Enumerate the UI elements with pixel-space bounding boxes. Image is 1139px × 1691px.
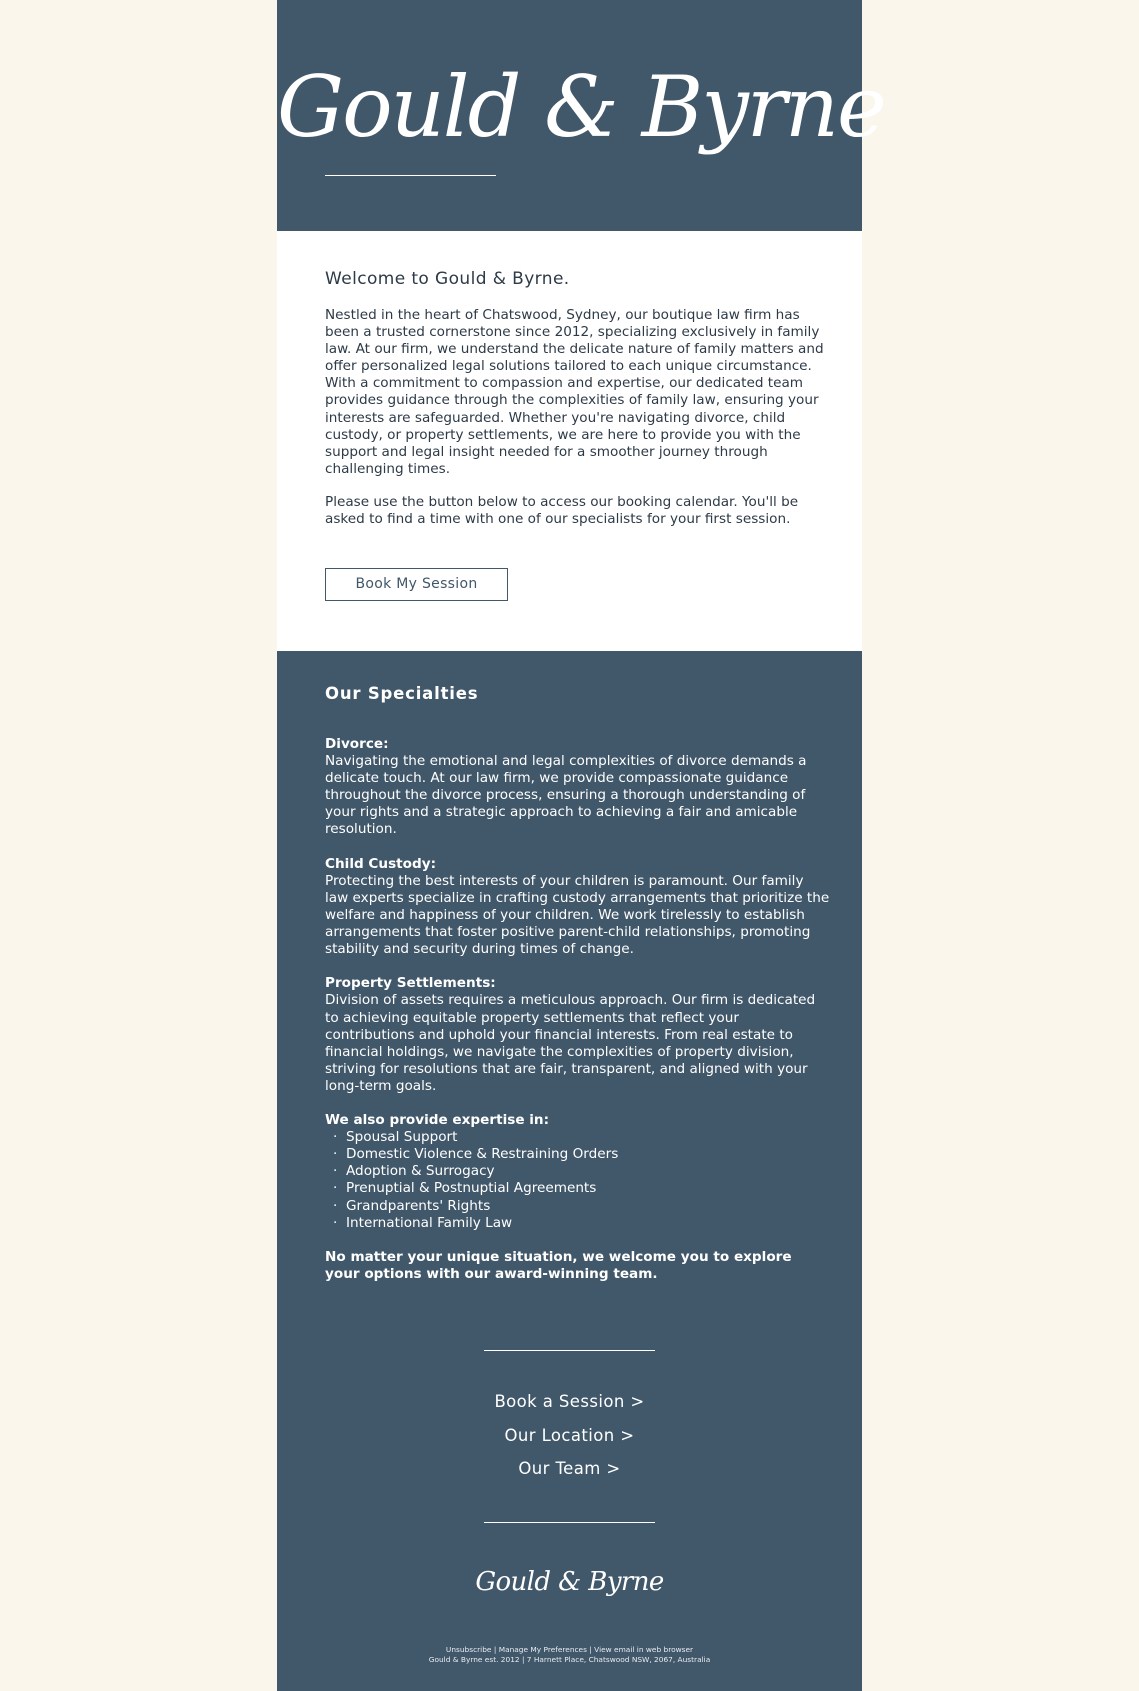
our-location-link[interactable]: Our Location > (504, 1425, 635, 1445)
booking-paragraph: Please use the button below to access our booking calendar. You'll be asked to find a time with one of our specialists for your first session. (325, 494, 799, 528)
list-item: · Adoption & Surrogacy (333, 1163, 830, 1180)
email-container (277, 0, 885, 1691)
specialties-section (277, 651, 862, 1691)
footer-separator: | (586, 1645, 595, 1654)
book-session-link[interactable]: Book a Session > (494, 1392, 645, 1411)
unsubscribe-link[interactable]: Unsubscribe (445, 1645, 492, 1654)
links-top-divider (484, 1350, 655, 1351)
closing-statement: No matter your unique situation, we welcome you to explore your options with our award-winning team. (325, 1248, 792, 1282)
specialty-text: Division of assets requires a meticulous approach. Our firm is dedicated to achieving equitable property settlements that reflect your contributions and uphold your financial interests. From real estate to financial holdings, we navigate the complexities of property division, striving for resolutions that are fair, transparent, and aligned with your long-term goals. (325, 992, 816, 1094)
welcome-heading: Welcome to Gould & Byrne. (325, 269, 570, 289)
footer-logo: Gould & Byrne (475, 1567, 664, 1597)
expertise-list (325, 1129, 830, 1232)
list-item: · Spousal Support (333, 1129, 830, 1146)
specialty-heading: Child Custody: (325, 855, 437, 872)
specialties-body (325, 736, 830, 1300)
specialty-heading: Divorce: (325, 736, 389, 752)
book-my-session-button[interactable]: Book My Session (325, 568, 508, 601)
specialties-title: Our Specialties (325, 684, 479, 703)
header-banner (277, 0, 885, 231)
view-in-browser-link[interactable]: View email in web browser (594, 1645, 694, 1654)
header-logo: Gould & Byrne (277, 58, 885, 156)
list-item: · Prenuptial & Postnuptial Agreements (333, 1180, 830, 1197)
specialty-property-settlements (325, 975, 830, 1095)
footer-address: Gould & Byrne est. 2012 | 7 Harnett Place, Chatswood NSW, 2067, Australia (428, 1655, 711, 1664)
list-item: · International Family Law (333, 1215, 830, 1232)
footer-links (277, 1385, 862, 1486)
specialty-text: Protecting the best interests of your children is paramount. Our family law experts specialize in crafting custody arrangements that prioritize the welfare and happiness of your children. We work tirelessly to establish arrangements that foster positive parent-child relationships, promoting stability and security during times of change. (325, 872, 830, 958)
list-item: · Domestic Violence & Restraining Orders (333, 1146, 830, 1163)
our-team-link[interactable]: Our Team > (518, 1459, 621, 1478)
intro-paragraph: Nestled in the heart of Chatswood, Sydney, our boutique law firm has been a trusted cornerstone since 2012, specializing exclusively in family law. At our firm, we understand the delicate nature of family matters and offer personalized legal solutions tailored to each unique circumstance. With a commitment to compassion and expertise, our dedicated team provides guidance through the complexities of family law, ensuring your interests are safeguarded. Whether you're navigating divorce, child custody, or property settlements, we are here to provide you with the support and legal insight needed for a smoother journey through challenging times. (325, 307, 824, 477)
footer-legal (277, 1645, 862, 1665)
footer-link-row (277, 1645, 862, 1655)
header-divider (325, 175, 496, 176)
specialty-divorce (325, 736, 830, 839)
specialty-text: Navigating the emotional and legal complexities of divorce demands a delicate touch. At our law firm, we provide compassionate guidance throughout the divorce process, ensuring a thorough understanding of your rights and a strategic approach to achieving a fair and amicable resolution. (325, 753, 807, 838)
footer-separator: | (491, 1645, 499, 1654)
specialty-heading: Property Settlements: (325, 975, 496, 992)
links-bottom-divider (484, 1522, 655, 1523)
also-expertise-heading: We also provide expertise in: (325, 1112, 550, 1129)
specialty-child-custody (325, 856, 830, 959)
intro-section (277, 231, 862, 651)
manage-preferences-link[interactable]: Manage My Preferences (498, 1645, 587, 1654)
list-item: · Grandparents' Rights (333, 1198, 830, 1215)
